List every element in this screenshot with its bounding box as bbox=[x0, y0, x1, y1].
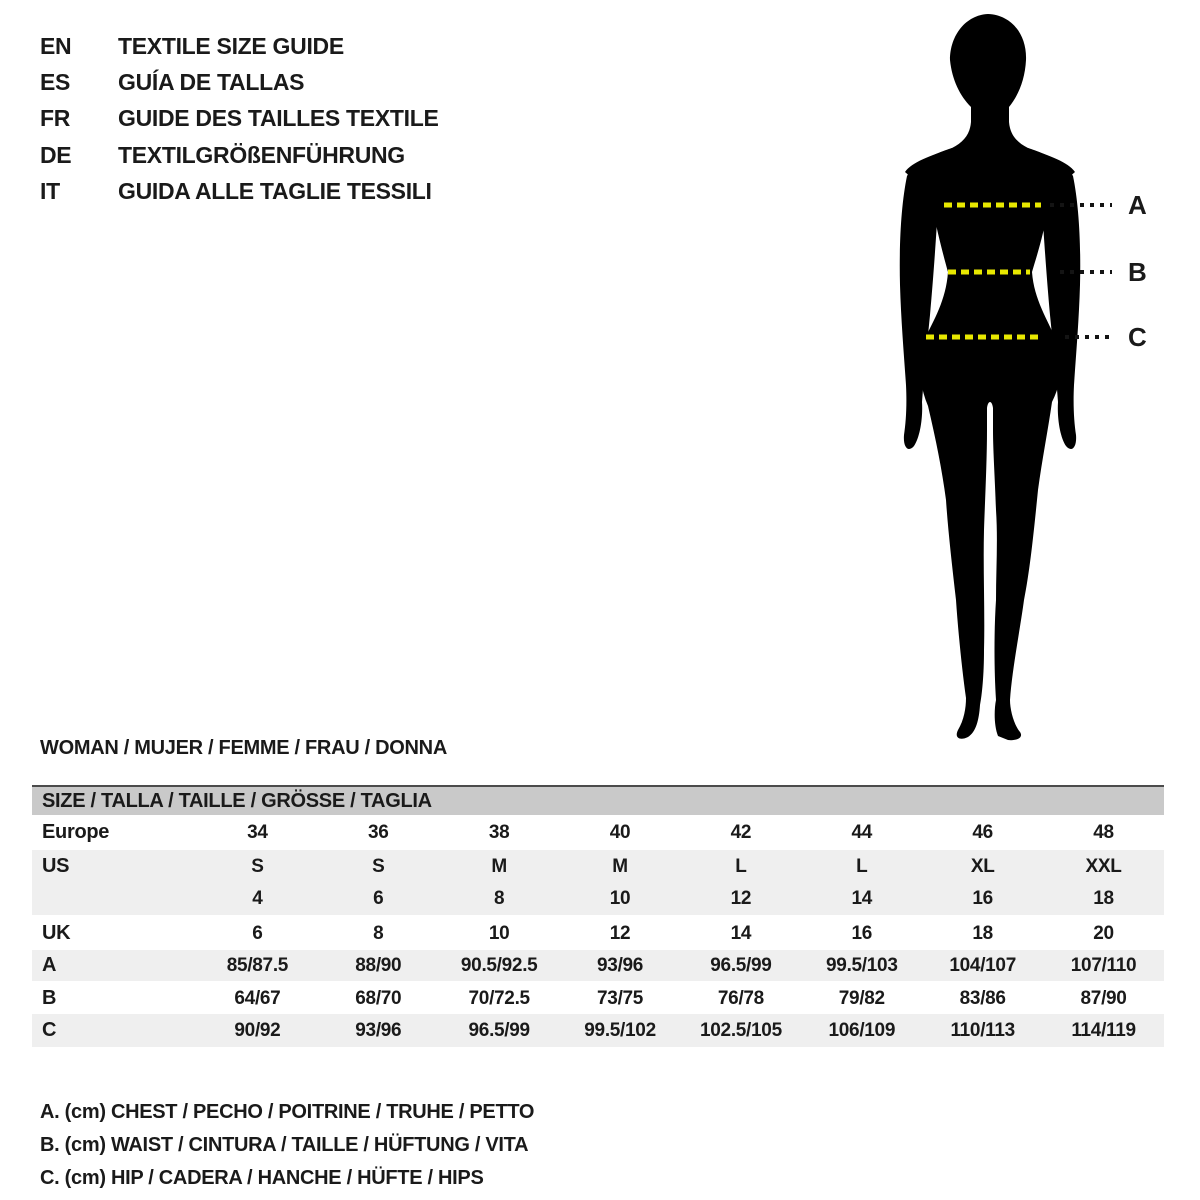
title-row-it bbox=[40, 174, 439, 210]
cell: 99.5/103 bbox=[826, 955, 898, 976]
cell: 110/113 bbox=[950, 1020, 1015, 1041]
cell: 16 bbox=[972, 888, 993, 909]
cell: XXL bbox=[1085, 856, 1122, 877]
title-row-fr bbox=[40, 101, 439, 137]
cell: L bbox=[735, 856, 747, 877]
cell: 18 bbox=[972, 923, 993, 944]
cell: 96.5/99 bbox=[468, 1020, 530, 1041]
table-row-uk bbox=[32, 917, 1164, 950]
cell: 16 bbox=[851, 923, 873, 944]
cell: 90.5/92.5 bbox=[460, 955, 538, 976]
cell: L bbox=[856, 856, 868, 877]
cell: 93/96 bbox=[355, 1020, 402, 1041]
row-label: A bbox=[42, 954, 57, 976]
cell: 68/70 bbox=[355, 988, 402, 1009]
cell: 76/78 bbox=[717, 988, 764, 1009]
cell: 64/67 bbox=[234, 988, 281, 1009]
cell: 70/72.5 bbox=[468, 988, 530, 1009]
cell: 85/87.5 bbox=[226, 955, 289, 976]
marker-label-waist: B bbox=[1128, 257, 1147, 287]
table-row-hip-c bbox=[32, 1014, 1164, 1047]
cell: 93/96 bbox=[597, 955, 644, 976]
cell: 48 bbox=[1093, 822, 1114, 843]
row-label: C bbox=[42, 1019, 57, 1041]
lang-code-it: IT bbox=[40, 178, 60, 205]
measurement-legend bbox=[40, 1096, 534, 1195]
cell: S bbox=[251, 856, 264, 877]
legend-waist: B. (cm) WAIST / CINTURA / TAILLE / HÜFTUNG / VITA bbox=[40, 1134, 529, 1156]
cell: M bbox=[612, 856, 628, 877]
table-row-waist-b bbox=[32, 983, 1164, 1014]
cell: 14 bbox=[851, 888, 873, 909]
cell: 10 bbox=[488, 923, 510, 944]
cell: 46 bbox=[972, 822, 993, 843]
cell: 102.5/105 bbox=[700, 1020, 782, 1041]
title-row-es bbox=[40, 64, 439, 100]
table-row-us-numbers bbox=[32, 883, 1164, 915]
cell: 42 bbox=[730, 822, 752, 843]
title-de: TEXTILGRÖßENFÜHRUNG bbox=[118, 141, 405, 168]
row-label: US bbox=[42, 855, 70, 877]
section-heading-woman: WOMAN / MUJER / FEMME / FRAU / DONNA bbox=[40, 737, 447, 759]
cell: 88/90 bbox=[355, 955, 402, 976]
title-row-en bbox=[40, 28, 439, 64]
cell: 38 bbox=[488, 822, 510, 843]
row-label: UK bbox=[42, 922, 71, 944]
cell: 114/119 bbox=[1071, 1020, 1136, 1041]
row-label bbox=[32, 883, 197, 915]
title-row-de bbox=[40, 137, 439, 173]
cell: 12 bbox=[730, 888, 752, 909]
cell: 44 bbox=[851, 822, 873, 843]
legend-chest: A. (cm) CHEST / PECHO / POITRINE / TRUHE / PETTO bbox=[40, 1101, 535, 1123]
table-row-chest-a bbox=[32, 950, 1164, 981]
cell: 83/86 bbox=[959, 988, 1006, 1009]
cell: 20 bbox=[1093, 923, 1114, 944]
language-title-list bbox=[40, 28, 439, 210]
cell: XL bbox=[970, 856, 995, 877]
title-es: GUÍA DE TALLAS bbox=[118, 69, 305, 96]
legend-hip: C. (cm) HIP / CADERA / HANCHE / HÜFTE / HIPS bbox=[40, 1167, 484, 1189]
cell: 104/107 bbox=[949, 955, 1016, 976]
table-row-europe bbox=[32, 815, 1164, 850]
marker-label-hip: C bbox=[1128, 322, 1147, 352]
cell: 107/110 bbox=[1070, 955, 1137, 976]
cell: 8 bbox=[494, 888, 505, 909]
cell: 6 bbox=[373, 888, 384, 909]
row-label: Europe bbox=[42, 821, 110, 843]
woman-silhouette-icon bbox=[860, 10, 1190, 750]
cell: 8 bbox=[373, 923, 384, 944]
cell: 18 bbox=[1093, 888, 1114, 909]
cell: 99.5/102 bbox=[584, 1020, 656, 1041]
size-table bbox=[32, 785, 1164, 1047]
cell: 10 bbox=[609, 888, 631, 909]
cell: 106/109 bbox=[828, 1020, 896, 1041]
cell: 40 bbox=[609, 822, 631, 843]
lang-code-es: ES bbox=[40, 69, 71, 96]
row-label: B bbox=[42, 987, 57, 1009]
size-table-header: SIZE / TALLA / TAILLE / GRÖSSE / TAGLIA bbox=[32, 787, 1164, 815]
lang-code-fr: FR bbox=[40, 105, 71, 132]
cell: 14 bbox=[730, 923, 752, 944]
marker-label-chest: A bbox=[1128, 190, 1147, 220]
lang-code-de: DE bbox=[40, 141, 72, 168]
cell: 87/90 bbox=[1080, 988, 1127, 1009]
measurement-figure bbox=[860, 10, 1190, 750]
cell: 34 bbox=[247, 822, 268, 843]
cell: 36 bbox=[368, 822, 389, 843]
lang-code-en: EN bbox=[40, 32, 72, 59]
cell: 73/75 bbox=[597, 988, 644, 1009]
table-row-us-letters bbox=[32, 850, 1164, 883]
cell: 96.5/99 bbox=[710, 955, 772, 976]
title-fr: GUIDE DES TAILLES TEXTILE bbox=[118, 105, 439, 132]
cell: 79/82 bbox=[838, 988, 885, 1009]
cell: 12 bbox=[609, 923, 631, 944]
cell: 6 bbox=[252, 923, 263, 944]
title-it: GUIDA ALLE TAGLIE TESSILI bbox=[118, 178, 432, 205]
cell: S bbox=[372, 856, 385, 877]
cell: M bbox=[491, 856, 507, 877]
cell: 4 bbox=[252, 888, 263, 909]
cell: 90/92 bbox=[234, 1020, 281, 1041]
title-en: TEXTILE SIZE GUIDE bbox=[118, 32, 344, 59]
